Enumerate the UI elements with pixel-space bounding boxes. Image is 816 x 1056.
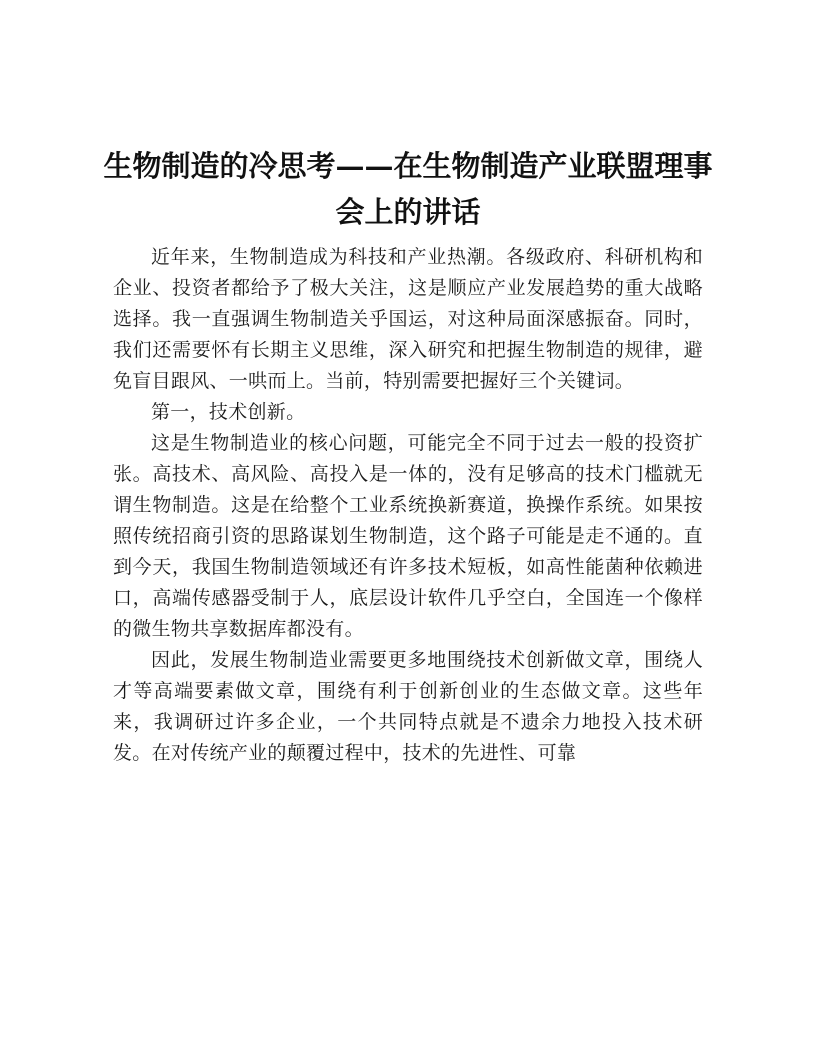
paragraph-therefore: 因此，发展生物制造业需要更多地围绕技术创新做文章，围绕人才等高端要素做文章，围绕有利于创新创业的生态做文章。这些年来，我调研过许多企业，一个共同特点就是不遗余力地投入技术研发。在对传统产业的颠覆过程中，技术的先进性、可靠 (113, 649, 703, 764)
paragraph-heading-tech-innovation: 第一，技术创新。 (151, 401, 306, 423)
document-title: 生物制造的冷思考——在生物制造产业联盟理事会上的讲话 (103, 149, 713, 229)
paragraph-core-issue: 这是生物制造业的核心问题，可能完全不同于过去一般的投资扩张。高技术、高风险、高投入是一体的，没有足够高的技术门槛就无谓生物制造。这是在给整个工业系统换新赛道，换操作系统。如果按照传统招商引资的思路谋划生物制造，这个路子可能是走不通的。直到今天，我国生物制造领域还有许多技术短板，如高性能菌种依赖进口，高端传感器受制于人，底层设计软件几乎空白，全国连一个像样的微生物共享数据库都没有。 (113, 432, 703, 640)
document-body (113, 242, 703, 769)
paragraph-intro: 近年来，生物制造成为科技和产业热潮。各级政府、科研机构和企业、投资者都给予了极大关注，这是顺应产业发展趋势的重大战略选择。我一直强调生物制造关乎国运，对这种局面深感振奋。同时，我们还需要怀有长期主义思维，深入研究和把握生物制造的规律，避免盲目跟风、一哄而上。当前，特别需要把握好三个关键词。 (113, 246, 703, 392)
